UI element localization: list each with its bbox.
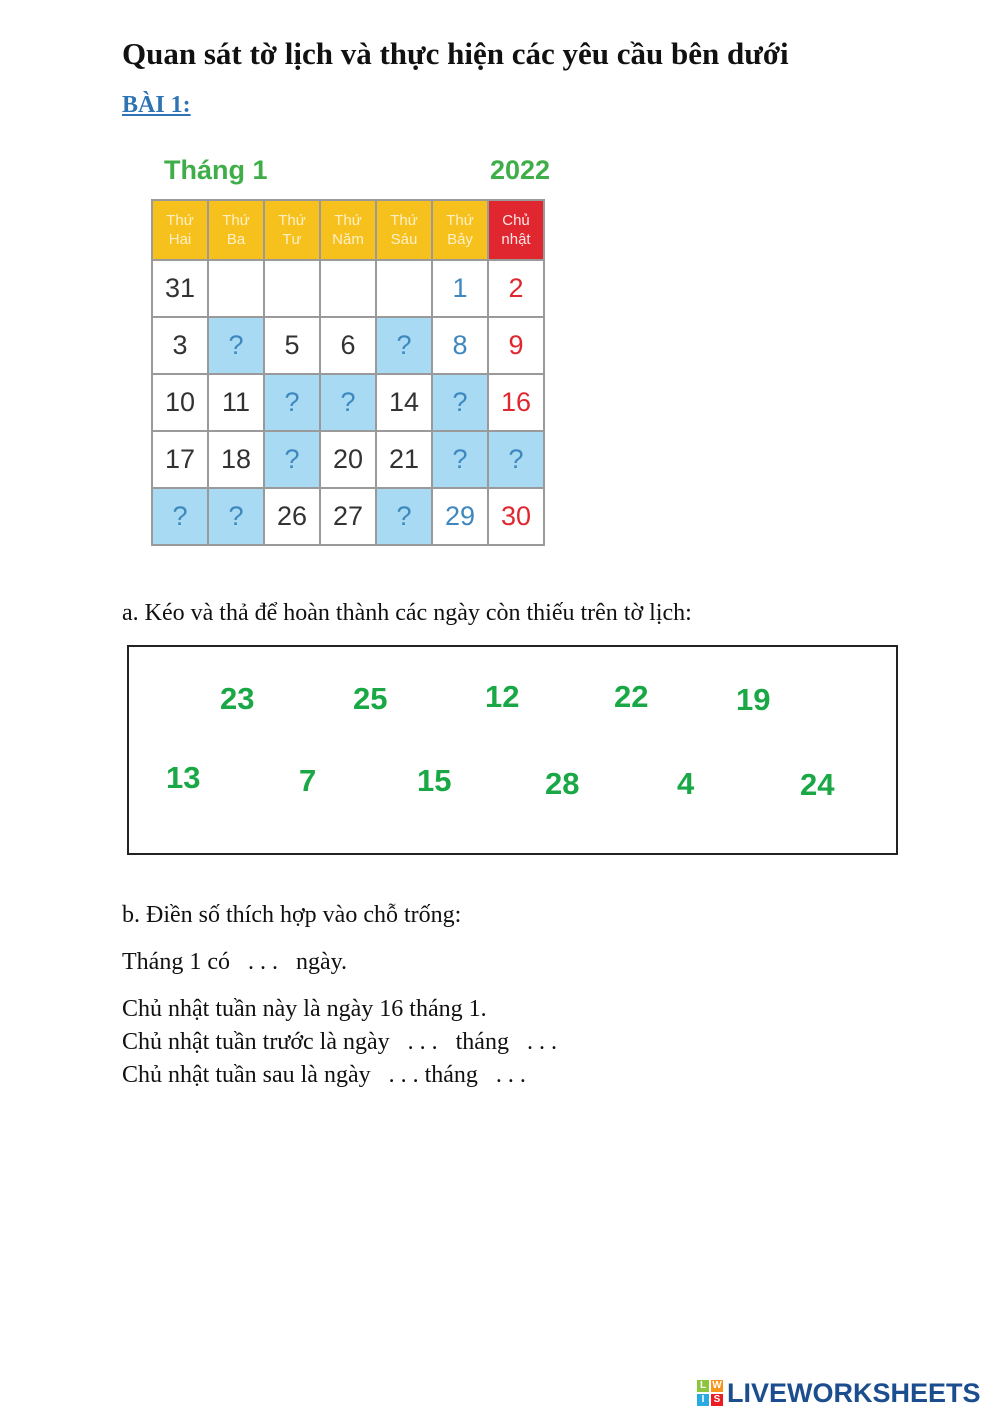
- drag-tile-4[interactable]: 4: [677, 766, 695, 801]
- calendar-day-cell: 8: [432, 317, 488, 374]
- calendar-day-cell: 16: [488, 374, 544, 431]
- calendar-day-cell: 31: [152, 260, 208, 317]
- statement-this-sunday: Chủ nhật tuần này là ngày 16 tháng 1.: [122, 996, 487, 1022]
- calendar-day-cell: 6: [320, 317, 376, 374]
- drag-tile-28[interactable]: 28: [545, 766, 580, 801]
- liveworksheets-logo: [697, 1375, 981, 1411]
- calendar-day-cell: 14: [376, 374, 432, 431]
- calendar-day-cell: 3: [152, 317, 208, 374]
- calendar-drop-slot[interactable]: ?: [376, 317, 432, 374]
- calendar-day-cell: 5: [264, 317, 320, 374]
- drag-tile-19[interactable]: 19: [736, 682, 771, 717]
- page-title: Quan sát tờ lịch và thực hiện các yêu cầu bên dưới: [122, 36, 789, 71]
- liveworksheets-logo-mark: L W I S: [697, 1380, 723, 1406]
- question-last-sunday: Chủ nhật tuần trước là ngày . . . tháng . . .: [122, 1029, 557, 1055]
- drag-tile-25[interactable]: 25: [353, 681, 388, 716]
- calendar-day-cell: 26: [264, 488, 320, 545]
- calendar-day-cell: 11: [208, 374, 264, 431]
- calendar-drop-slot[interactable]: ?: [488, 431, 544, 488]
- calendar-month-label: Tháng 1: [164, 155, 268, 185]
- calendar-day-cell: [264, 260, 320, 317]
- calendar-header-5: Thứ Bảy: [432, 200, 488, 260]
- calendar-header-1: Thứ Ba: [208, 200, 264, 260]
- calendar-drop-slot[interactable]: ?: [432, 374, 488, 431]
- calendar-body: [152, 260, 544, 545]
- calendar-day-cell: 29: [432, 488, 488, 545]
- question-next-sunday: Chủ nhật tuần sau là ngày . . . tháng . . .: [122, 1062, 526, 1088]
- drag-tile-13[interactable]: 13: [166, 760, 201, 795]
- calendar-day-cell: 9: [488, 317, 544, 374]
- calendar-drop-slot[interactable]: ?: [264, 431, 320, 488]
- drag-tile-23[interactable]: 23: [220, 681, 255, 716]
- calendar-header-2: Thứ Tư: [264, 200, 320, 260]
- calendar-header-6: Chủ nhật: [488, 200, 544, 260]
- calendar-drop-slot[interactable]: ?: [208, 317, 264, 374]
- calendar-day-cell: [320, 260, 376, 317]
- drag-tile-7[interactable]: 7: [299, 763, 317, 798]
- calendar-day-cell: 21: [376, 431, 432, 488]
- calendar-day-cell: 2: [488, 260, 544, 317]
- calendar-header-0: Thứ Hai: [152, 200, 208, 260]
- calendar-drop-slot[interactable]: ?: [432, 431, 488, 488]
- lesson-heading: BÀI 1:: [122, 92, 191, 118]
- liveworksheets-logo-text: LIVEWORKSHEETS: [727, 1377, 981, 1408]
- calendar-week-row: [152, 431, 544, 488]
- calendar-week-row: [152, 488, 544, 545]
- calendar-day-cell: 20: [320, 431, 376, 488]
- calendar-week-row: [152, 260, 544, 317]
- calendar-header-3: Thứ Năm: [320, 200, 376, 260]
- drag-tile-22[interactable]: 22: [614, 679, 649, 714]
- calendar-day-cell: 30: [488, 488, 544, 545]
- calendar-day-cell: 18: [208, 431, 264, 488]
- calendar-drop-slot[interactable]: ?: [376, 488, 432, 545]
- drag-tile-15[interactable]: 15: [417, 763, 452, 798]
- calendar-year-label: 2022: [490, 155, 551, 185]
- calendar-week-row: [152, 317, 544, 374]
- calendar-drop-slot[interactable]: ?: [208, 488, 264, 545]
- drag-tile-24[interactable]: 24: [800, 767, 835, 802]
- calendar-header-4: Thứ Sáu: [376, 200, 432, 260]
- calendar-day-cell: 27: [320, 488, 376, 545]
- calendar-header-row: [152, 200, 544, 260]
- calendar-week-row: [152, 374, 544, 431]
- part-b-instruction: b. Điền số thích hợp vào chỗ trống:: [122, 902, 462, 928]
- calendar-drop-slot[interactable]: ?: [320, 374, 376, 431]
- calendar-day-cell: [208, 260, 264, 317]
- drag-tile-area: [127, 645, 898, 855]
- question-days-in-month: Tháng 1 có . . . ngày.: [122, 949, 348, 975]
- calendar-drop-slot[interactable]: ?: [264, 374, 320, 431]
- calendar-grid: [151, 199, 545, 546]
- calendar-day-cell: 17: [152, 431, 208, 488]
- calendar-day-cell: [376, 260, 432, 317]
- calendar-day-cell: 10: [152, 374, 208, 431]
- calendar-day-cell: 1: [432, 260, 488, 317]
- part-a-instruction: a. Kéo và thả để hoàn thành các ngày còn thiếu trên tờ lịch:: [122, 600, 692, 626]
- drag-tile-12[interactable]: 12: [485, 679, 520, 714]
- calendar-drop-slot[interactable]: ?: [152, 488, 208, 545]
